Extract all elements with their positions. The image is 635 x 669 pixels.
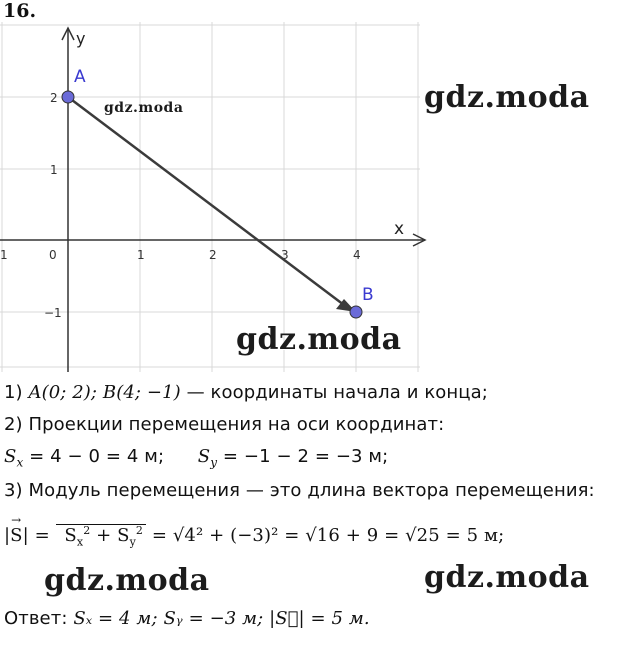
solution-step-1: 1) A(0; 2); B(4; −1) — координаты начала и конца;: [4, 382, 488, 403]
watermark: gdz.moda: [424, 560, 590, 595]
point-b: [350, 306, 362, 318]
watermark: gdz.moda: [44, 563, 210, 598]
x-tick-0: 0: [49, 248, 57, 262]
solution-step-2: 2) Проекции перемещения на оси координат:: [4, 414, 445, 435]
y-tick-1: 1: [50, 163, 58, 177]
watermark: gdz.moda: [236, 322, 402, 357]
x-axis-label: x: [394, 219, 405, 239]
watermark: gdz.moda: [104, 100, 184, 116]
problem-number: 16.: [3, 0, 37, 22]
x-tick-4: 4: [353, 248, 361, 262]
x-tick-1: 1: [137, 248, 145, 262]
grid: [0, 22, 420, 372]
solution-step-3: 3) Модуль перемещения — это длина вектора перемещения:: [4, 480, 595, 501]
x-tick-neg1: 1: [0, 248, 8, 262]
solution-projections: $S_x = 4 - 0 = 4$ м; $S_y = -1 - 2 = -3$ м;: [4, 446, 389, 470]
answer: Ответ: Sₓ = 4 м; Sᵧ = −3 м; |S⃗| = 5 м.: [4, 608, 370, 629]
watermark: gdz.moda: [424, 80, 590, 115]
y-tick-2: 2: [50, 91, 58, 105]
x-tick-2: 2: [209, 248, 217, 262]
y-tick-neg1: −1: [44, 306, 62, 320]
x-tick-3: 3: [281, 248, 289, 262]
point-a: [62, 91, 74, 103]
point-a-label: A: [74, 67, 86, 87]
modulus-formula: |S → | = $S_x^2 + S_y^2 = √4^2 + (-3)^2 = √16 + 9 = √25 = 5$ м;: [4, 513, 505, 549]
point-b-label: B: [362, 285, 374, 305]
coordinates: A(0; 2); B(4; −1): [28, 382, 181, 403]
y-axis-label: y: [76, 29, 86, 48]
